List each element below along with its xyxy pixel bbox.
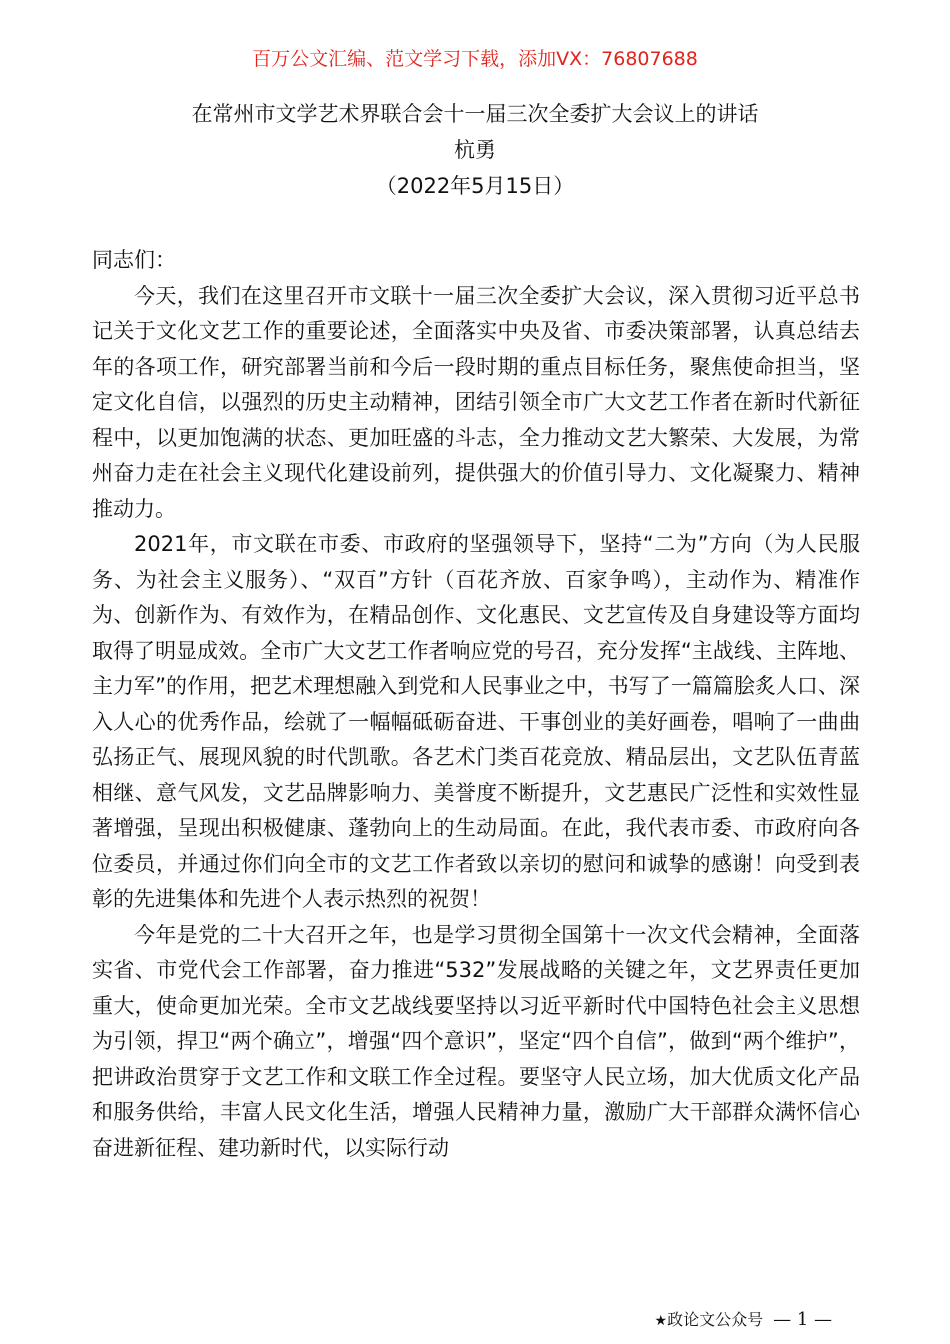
document-body xyxy=(92,243,860,1166)
star-icon: ★ xyxy=(654,1313,668,1329)
page-footer xyxy=(655,1308,832,1333)
page-title: 在常州市文学艺术界联合会十一届三次全委扩大会议上的讲话 xyxy=(191,102,759,126)
author: 杭勇 xyxy=(454,138,496,162)
promo-banner: 百万公文汇编、范文学习下载，添加VX：76807688 xyxy=(252,48,698,70)
salutation: 同志们： xyxy=(92,248,176,272)
footer-source: 政论文公众号 xyxy=(667,1310,764,1329)
header xyxy=(0,96,950,204)
page-number: — 1 — xyxy=(773,1309,832,1330)
paragraph-3: 今年是党的二十大召开之年，也是学习贯彻全国第十一次文代会精神，全面落实省、市党代会工作部署，奋力推进“532”发展战略的关键之年，文艺界责任更加重大，使命更加光荣。全市文艺战线要坚持以习近平新时代中国特色社会主义思想为引领，捍卫“两个确立”，增强“四个意识”，坚定“四个自信”，做到“两个维护”，把讲政治贯穿于文艺工作和文联工作全过程。要坚守人民立场，加大优质文化产品和服务供给，丰富人民文化生活，增强人民精神力量，激励广大干部群众满怀信心奋进新征程、建功新时代，以实际行动 xyxy=(92,922,860,1160)
paragraph-1: 今天，我们在这里召开市文联十一届三次全委扩大会议，深入贯彻习近平总书记关于文化文艺工作的重要论述，全面落实中央及省、市委决策部署，认真总结去年的各项工作，研究部署当前和今后一段时期的重点目标任务，聚焦使命担当，坚定文化自信，以强烈的历史主动精神，团结引领全市广大文艺工作者在新时代新征程中，以更加饱满的状态、更加旺盛的斗志，全力推动文艺大繁荣、大发展，为常州奋力走在社会主义现代化建设前列，提供强大的价值引导力、文化凝聚力、精神推动力。 xyxy=(92,283,860,521)
paragraph-2: 2021年，市文联在市委、市政府的坚强领导下，坚持“二为”方向（为人民服务、为社会主义服务）、“双百”方针（百花齐放、百家争鸣），主动作为、精准作为、创新作为、有效作为，在精品创作、文化惠民、文艺宣传及自身建设等方面均取得了明显成效。全市广大文艺工作者响应党的号召，充分发挥“主战线、主阵地、主力军”的作用，把艺术理想融入到党和人民事业之中，书写了一篇篇脍炙人口、深入人心的优秀作品，绘就了一幅幅砥砺奋进、干事创业的美好画卷，唱响了一曲曲弘扬正气、展现风貌的时代凯歌。各艺术门类百花竞放、精品层出，文艺队伍青蓝相继、意气风发，文艺品牌影响力、美誉度不断提升，文艺惠民广泛性和实效性显著增强，呈现出积极健康、蓬勃向上的生动局面。在此，我代表市委、市政府向各位委员，并通过你们向全市的文艺工作者致以亲切的慰问和诚挚的感谢！向受到表彰的先进集体和先进个人表示热烈的祝贺！ xyxy=(92,532,860,911)
date: （2022年5月15日） xyxy=(375,174,575,198)
